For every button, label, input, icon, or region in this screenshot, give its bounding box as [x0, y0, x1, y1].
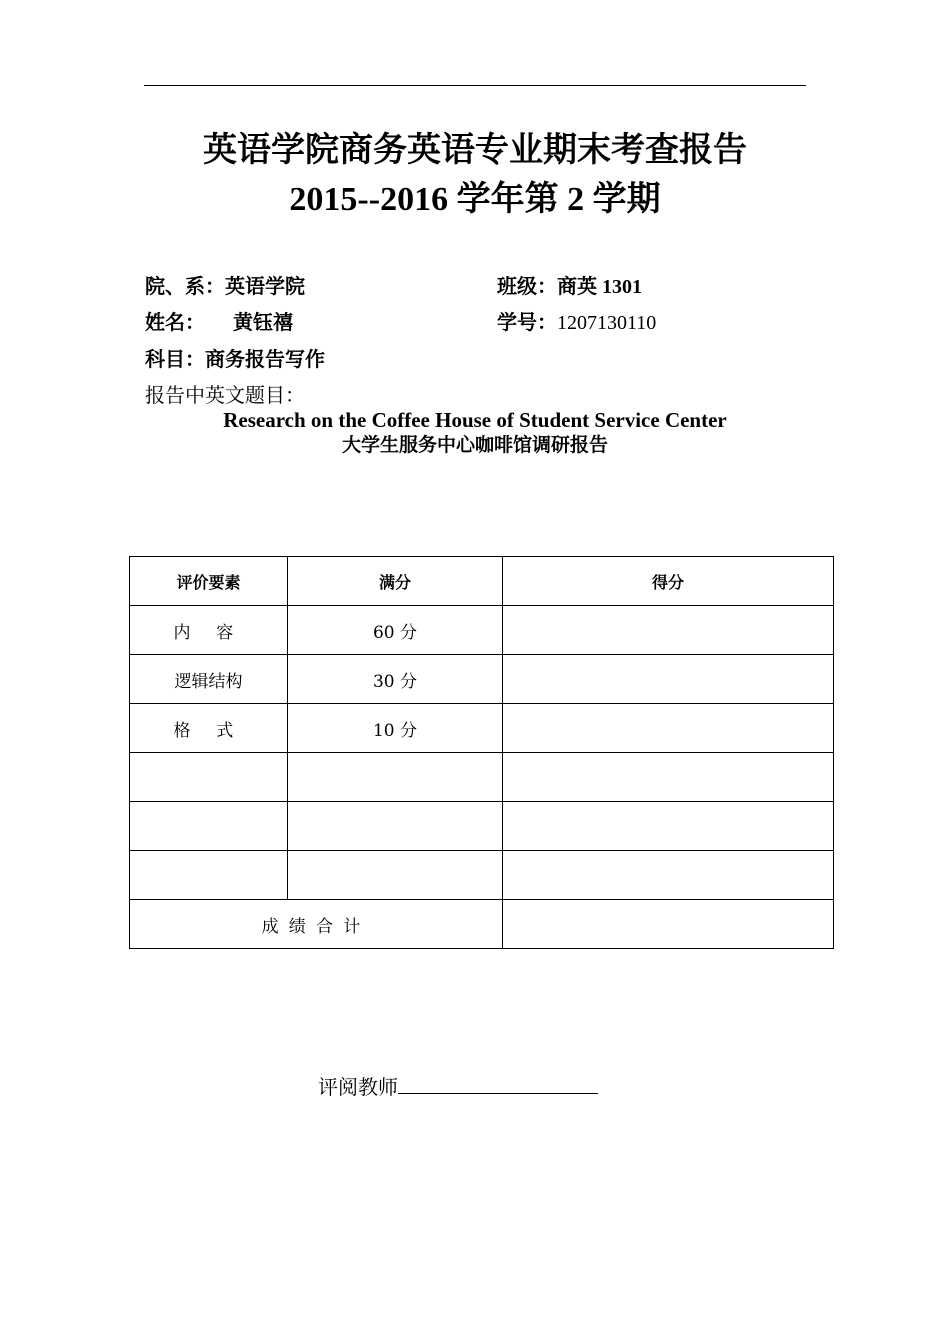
total-label: 成绩合计 [130, 900, 503, 949]
report-title-chinese: 大学生服务中心咖啡馆调研报告 [341, 434, 608, 456]
table-row [130, 851, 834, 900]
subject-label: 科目： [145, 347, 205, 371]
criteria-cell: 格 式 [130, 704, 288, 753]
header-criteria: 评价要素 [130, 557, 288, 606]
department-row [145, 272, 305, 300]
class-value: 商英 1301 [557, 276, 642, 298]
name-value: 黄钰禧 [233, 310, 293, 334]
student-id-row [497, 308, 656, 337]
score-cell[interactable] [503, 753, 834, 802]
total-row [130, 900, 834, 949]
table-row [130, 606, 834, 655]
name-row [145, 308, 293, 336]
criteria-cell: 逻辑结构 [130, 655, 288, 704]
full-score-cell [288, 851, 503, 900]
full-score-cell [288, 802, 503, 851]
student-id-value: 1207130110 [557, 312, 657, 334]
table-row [130, 802, 834, 851]
teacher-signature-blank[interactable] [398, 1071, 598, 1094]
total-score-cell[interactable] [503, 900, 834, 949]
score-cell[interactable] [503, 704, 834, 753]
class-label: 班级： [497, 274, 557, 298]
table-row [130, 655, 834, 704]
score-table [129, 556, 834, 949]
full-score-cell [288, 753, 503, 802]
table-row [130, 704, 834, 753]
report-title-line1: 英语学院商务英语专业期末考查报告 [203, 130, 747, 170]
report-title-label: 报告中英文题目： [145, 383, 305, 407]
subject-value: 商务报告写作 [205, 347, 325, 371]
criteria-cell: 内 容 [130, 606, 288, 655]
full-score-cell: 10 分 [288, 704, 503, 753]
full-score-cell: 30 分 [288, 655, 503, 704]
score-cell[interactable] [503, 802, 834, 851]
header-full-score: 满分 [288, 557, 503, 606]
department-value: 英语学院 [225, 274, 305, 298]
score-cell[interactable] [503, 851, 834, 900]
criteria-cell [130, 802, 288, 851]
criteria-cell [130, 753, 288, 802]
department-label: 院、系： [145, 274, 225, 298]
name-label: 姓名： [145, 310, 205, 334]
teacher-signature-line [318, 1071, 598, 1101]
teacher-label: 评阅教师 [318, 1075, 398, 1099]
criteria-cell [130, 851, 288, 900]
top-rule [144, 85, 806, 86]
header-score: 得分 [503, 557, 834, 606]
report-title-line2: 2015--2016 学年第 2 学期 [289, 181, 661, 218]
subject-row [145, 345, 325, 373]
score-cell[interactable] [503, 606, 834, 655]
score-table-header [130, 557, 834, 606]
score-cell[interactable] [503, 655, 834, 704]
full-score-cell: 60 分 [288, 606, 503, 655]
table-row [130, 753, 834, 802]
report-title-english: Research on the Coffee House of Student Service Center [223, 408, 727, 432]
student-id-label: 学号： [497, 310, 557, 334]
class-row [497, 272, 642, 301]
